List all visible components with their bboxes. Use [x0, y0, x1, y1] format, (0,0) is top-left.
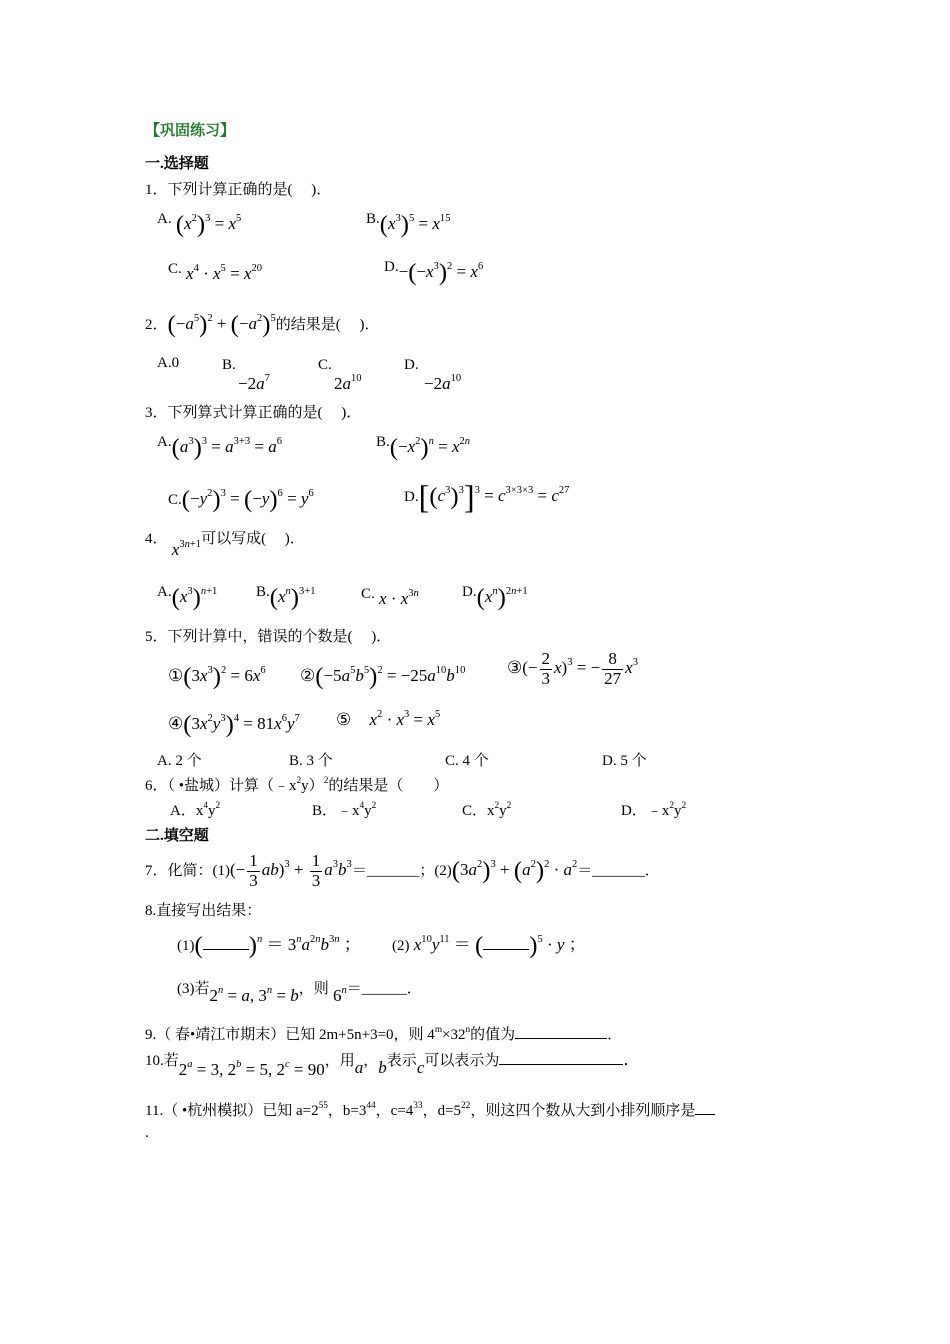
q10-stem: 10.若$2^a = 3$, $2^b = 5$, $2^c = 90$，用a，b表示c可以表示为 ．: [145, 1050, 641, 1079]
q5-option-c: C. 4 个: [445, 753, 489, 769]
q4-option-a: $A.(x^3)^{n+1}$: [157, 584, 218, 611]
q8-part-3-end: ＝______．: [346, 981, 422, 997]
q5-option-d: D. 5 个: [602, 753, 647, 769]
q11-stem-5: ，则这四个数从大到小排列顺序是: [470, 1103, 696, 1119]
q9-stem-1: 9.（ 春•靖江市期末）已知 2m+5n+3=0，则 4: [145, 1027, 435, 1043]
q2-option-a: A.0: [157, 355, 180, 371]
q5-option-a: A. 2 个: [157, 753, 202, 769]
q2-option-b: B. $-2a^7$: [222, 357, 270, 394]
q4-stem-text: 可以写成( )．: [201, 531, 305, 547]
page-title: 【巩固练习】: [145, 123, 236, 139]
q4-stem: 4． $x^{3n+1}$可以写成( )．: [145, 531, 305, 559]
q5-item-4: $④(3x^2y^3)^4 = 81x^6y^7$: [168, 711, 300, 738]
q3-d-label: D.: [404, 489, 419, 506]
q11-tail: .: [145, 1125, 149, 1141]
q4-option-b: $B.(x^n)^{3+1}$: [256, 584, 316, 611]
q5-item-4-label: ④: [168, 714, 184, 734]
q3-option-c: $C.(-y^2)^3 = (-y)^6 = y^6$: [168, 486, 314, 513]
q6-stem-3: 的结果是（ ）: [328, 778, 449, 794]
q1-option-b: $B.(x^3)^5 = x^{15}$: [366, 211, 451, 238]
q11-stem-2: ，b=3: [327, 1103, 367, 1119]
q3-c-label: C.: [168, 492, 182, 509]
q4-c-label: C.: [361, 586, 375, 602]
section-fill: 二.填空题: [145, 828, 209, 844]
q3-a-label: A.: [157, 434, 172, 451]
q4-option-d: $D.(x^n)^{2n+1}$: [462, 584, 528, 611]
q6-option-a: A．$x^4y^2$: [170, 801, 221, 819]
q6-stem-2: y）: [301, 778, 324, 794]
q1-option-d: $D.-(-x^3)^2 = x^6$: [384, 259, 484, 286]
q11-stem-3: ，c=4: [375, 1103, 414, 1119]
q7-label: 7．化简：(1): [145, 863, 230, 880]
q4-num: 4．: [145, 531, 168, 547]
q5-item-5-label: ⑤: [336, 710, 352, 729]
section-choice: 一.选择题: [145, 156, 209, 172]
q9-stem-2: ×32: [442, 1027, 466, 1043]
q5-item-2-label: ②: [300, 666, 316, 686]
q7-end: ＝_______．: [577, 863, 660, 880]
q4-option-c: C. $x \cdot x^{3n}$: [361, 586, 419, 608]
q6-a-label: A．x: [170, 803, 204, 819]
q4-a-label: A.: [157, 584, 172, 601]
q8-part-2-label: (2): [392, 938, 410, 955]
q7-stem: 7．化简：(1)(− $\frac{1}{3}$ ab)$^3$ + $\frac{1}{3}$ $a^3b^3=\_\_\_\_\_\_\_$；$(2)(3a^2)^3 + (a^2)^2$ · $a^2=\_\_\_\_\_\_\_$．: [145, 851, 660, 890]
q5-item-5: ⑤ $x^2 \cdot x^3 = x^5$: [336, 709, 441, 729]
q6-stem-1: 6．（ •盐城）计算（﹣x: [145, 778, 297, 794]
q2-stem: 2．$(-a^5)^2 + (-a^2)^5$的结果是( )．: [145, 311, 380, 338]
q10-stem-5: 可以表示为: [424, 1053, 500, 1069]
q3-b-label: B.: [376, 434, 390, 451]
q8-part-3-then: ，则: [298, 981, 329, 997]
q11-stem: 11.（ •杭州模拟）已知 $a=2^{55}$，$b=3^{44}$，$c=4^{33}$，$d=5^{22}$，则这四个数从大到小排列顺序是: [145, 1102, 715, 1120]
q8-part-1: (1)( )$^n = 3^na^{2n}b^{3n}$ ；: [177, 932, 361, 959]
q6-option-c: C．$x^2y^2$: [462, 801, 512, 819]
q6-d-label: D．﹣x: [621, 803, 670, 819]
q8-part-1-label: (1): [177, 938, 195, 955]
q4-b-label: B.: [256, 584, 270, 601]
q8-part-3-label: (3)若: [177, 981, 210, 997]
q2-d-label: D.: [404, 357, 419, 373]
q10-stem-3: ，: [363, 1053, 379, 1069]
q9-stem-3: 的值为: [470, 1027, 516, 1043]
q3-option-b: $B.(-x^2)^n = x^{2n}$: [376, 434, 471, 461]
q3-option-a: $A.(a^3)^3 = a^{3+3} = a^6$: [157, 434, 282, 461]
q6-b-label: B．﹣x: [312, 803, 360, 819]
q1-d-label: D.: [384, 259, 399, 276]
q2-stem-text: 的结果是( )．: [275, 317, 380, 334]
q10-stem-1: 10.若: [145, 1053, 179, 1069]
q11-stem-1: 11.（ •杭州模拟）已知 a=2: [145, 1103, 319, 1119]
q7-mid: ＝_______；(2): [351, 863, 452, 880]
q1-c-label: C.: [168, 261, 182, 277]
q10-stem-2: ，用: [324, 1053, 355, 1069]
q3-stem: 3．下列算式计算正确的是( )．: [145, 405, 362, 421]
q5-item-1-label: ①: [168, 666, 184, 686]
q8-part-3: (3)若$2^n = a$, $3^n = b$，则 $6^n=\_\_\_\_\_\_$．: [177, 981, 422, 1005]
q2-option-d: D. $-2a^{10}$: [404, 357, 462, 394]
q8-stem: 8.直接写出结果：: [145, 903, 262, 919]
q5-option-b: B. 3 个: [289, 753, 333, 769]
q9-stem: 9.（ 春•靖江市期末）已知 2m+5n+3=0，则 $4^m\times 32^n$的值为 ．: [145, 1025, 623, 1043]
q2-num: 2．: [145, 317, 168, 334]
q10-stem-4: 表示: [386, 1053, 417, 1069]
q1-b-label: B.: [366, 211, 380, 228]
q8-part-2: (2) $x^{10}y^{11}$ ＝ ( )$^5$ · y ；: [392, 932, 586, 959]
q2-option-c: C. $2a^{10}$: [318, 357, 362, 394]
q2-c-label: C.: [318, 357, 332, 373]
q6-option-b: B．$﹣x^4y^2$: [312, 801, 377, 819]
q6-c-label: C．x: [462, 803, 495, 819]
q5-item-3-label: ③: [507, 658, 523, 678]
q2-b-label: B.: [222, 357, 236, 373]
q6-stem: 6．（ •盐城）计算$(﹣x^2y)^2$的结果是（ ）: [145, 776, 449, 794]
q5-item-1: $①(3x^3)^2 = 6x^6$: [168, 663, 266, 690]
q6-option-d: D．$﹣x^2y^2$: [621, 801, 687, 819]
q1-option-a: A. $(x^2)^3 = x^5$: [157, 211, 242, 238]
q3-option-d: $D.[(c^3)^3]^3 = c^{3\times 3\times 3} = c^{27}$: [404, 479, 570, 516]
q11-stem-4: ，d=5: [422, 1103, 462, 1119]
q1-a-label: A.: [157, 211, 172, 228]
q5-stem: 5．下列计算中，错误的个数是( )．: [145, 629, 392, 645]
q4-d-label: D.: [462, 584, 477, 601]
q1-option-c: C. $x^4 \cdot x^5 = x^{20}$: [168, 261, 262, 283]
q5-item-2: $②(-5a^5b^5)^2 = -25a^{10}b^{10}$: [300, 663, 466, 690]
q1-stem: 1．下列计算正确的是( )．: [145, 182, 332, 198]
q5-item-3: ③(− $\frac{2}{3}$ x)$^3$ = − $\frac{8}{27}$ $x^3$: [507, 649, 638, 688]
